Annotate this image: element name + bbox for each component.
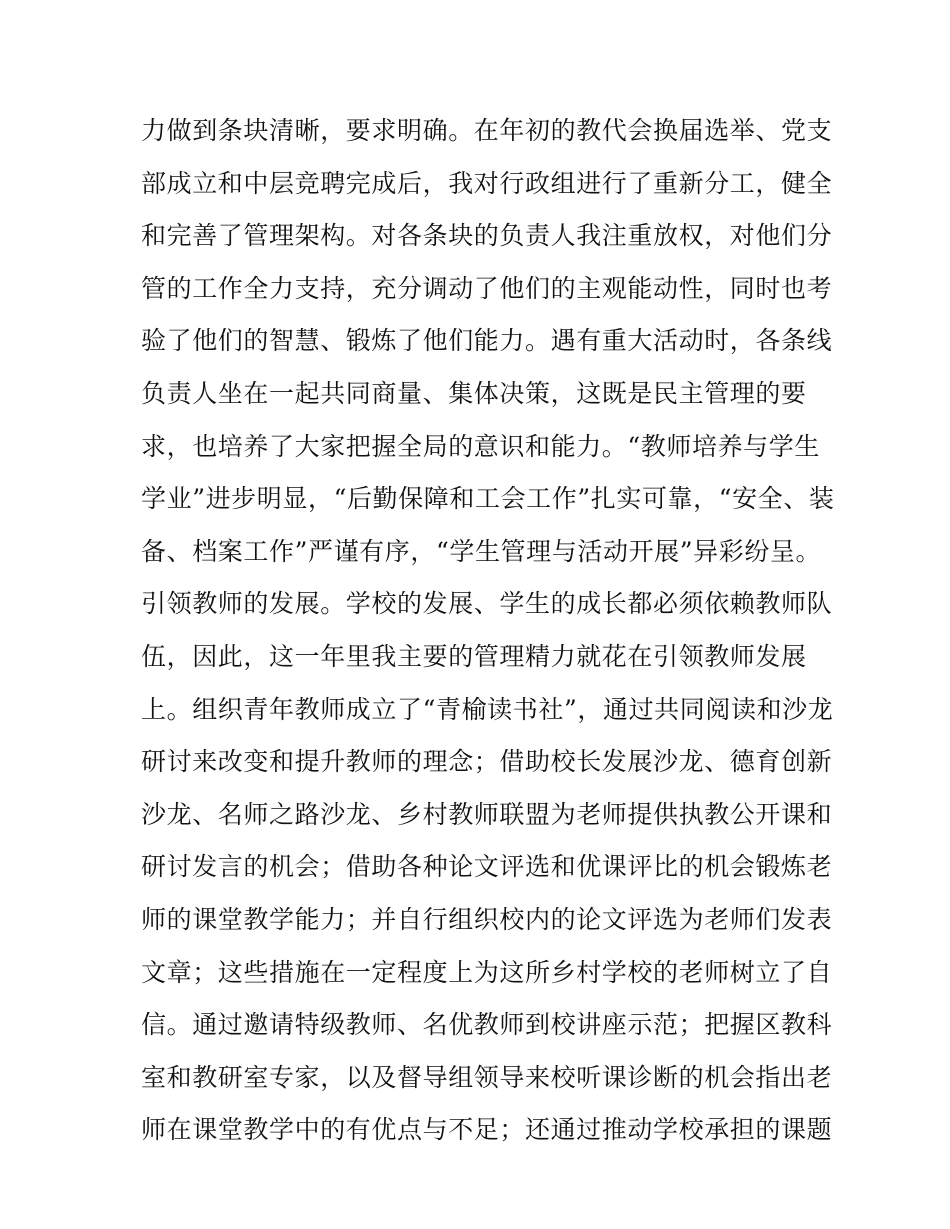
text-line: 上。组织青年教师成立了“青榆读书社”，通过共同阅读和沙龙 <box>141 694 834 724</box>
text-line: 和完善了管理架构。对各条块的负责人我注重放权，对他们分 <box>141 221 833 251</box>
text-line: 负责人坐在一起共同商量、集体决策，这既是民主管理的要 <box>141 378 807 408</box>
text-line: 师的课堂教学能力；并自行组织校内的论文评选为老师们发表 <box>141 904 833 934</box>
text-line: 信。通过邀请特级教师、名优教师到校讲座示范；把握区教科 <box>141 1010 833 1040</box>
body-text <box>141 105 835 1157</box>
text-line: 研讨来改变和提升教师的理念；借助校长发展沙龙、德育创新 <box>141 747 833 777</box>
text-line: 引领教师的发展。学校的发展、学生的成长都必须依赖教师队 <box>141 589 833 619</box>
text-line: 室和教研室专家，以及督导组领导来校听课诊断的机会指出老 <box>141 1062 833 1092</box>
text-line: 师在课堂教学中的有优点与不足；还通过推动学校承担的课题 <box>141 1115 833 1145</box>
text-line: 研讨发言的机会；借助各种论文评选和优课评比的机会锻炼老 <box>141 852 833 882</box>
text-line: 部成立和中层竞聘完成后，我对行政组进行了重新分工，健全 <box>141 168 833 198</box>
text-line: 验了他们的智慧、锻炼了他们能力。遇有重大活动时，各条线 <box>141 326 833 356</box>
text-line: 学业”进步明显，“后勤保障和工会工作”扎实可靠，“安全、装 <box>141 484 835 514</box>
text-line: 备、档案工作”严谨有序，“学生管理与活动开展”异彩纷呈。 <box>141 536 822 566</box>
text-line: 沙龙、名师之路沙龙、乡村教师联盟为老师提供执教公开课和 <box>141 799 833 829</box>
text-line: 管的工作全力支持，充分调动了他们的主观能动性，同时也考 <box>141 273 833 303</box>
text-line: 文章；这些措施在一定程度上为这所乡村学校的老师树立了自 <box>141 957 833 987</box>
text-line: 伍，因此，这一年里我主要的管理精力就花在引领教师发展 <box>141 641 807 671</box>
text-line: 求，也培养了大家把握全局的意识和能力。“教师培养与学生 <box>141 431 820 461</box>
text-line: 力做到条块清晰，要求明确。在年初的教代会换届选举、党支 <box>141 116 833 145</box>
